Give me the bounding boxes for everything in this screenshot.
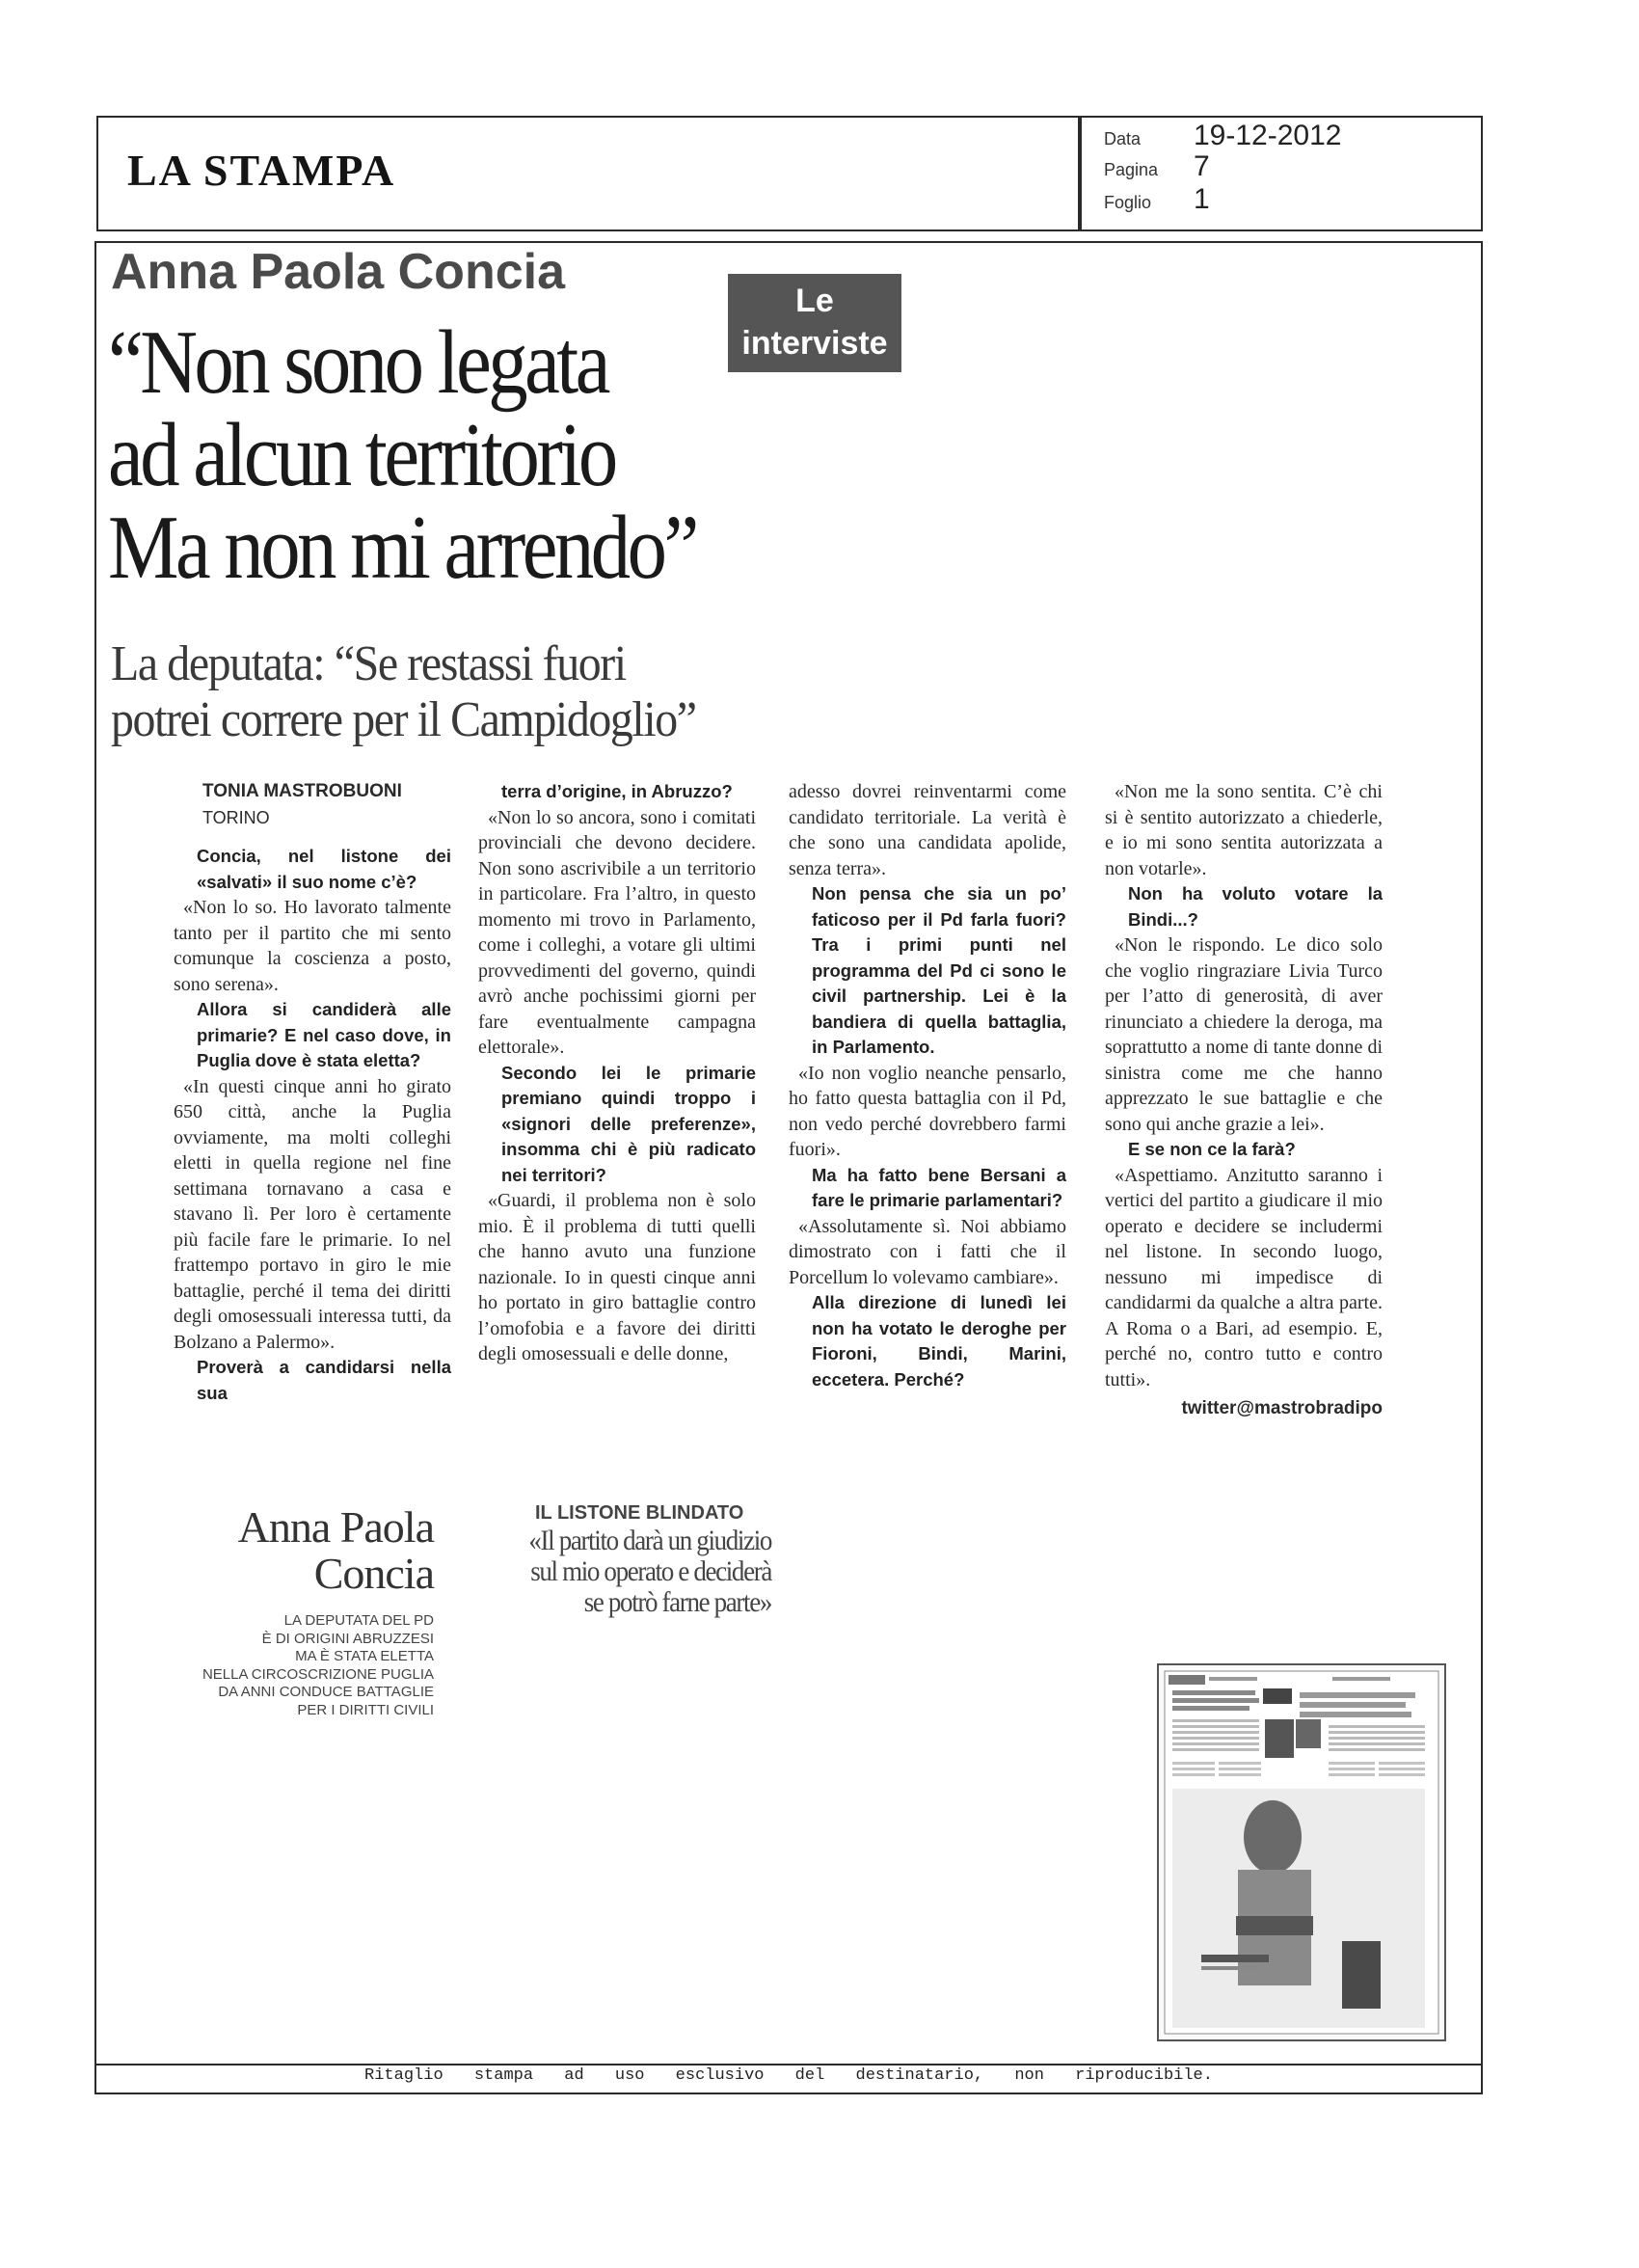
caption-line: È DI ORIGINI ABRUZZESI — [261, 1630, 434, 1647]
question: Ma ha fatto bene Bersani a fare le primarie parlamentari? — [812, 1164, 1066, 1210]
thumbnail-graphic — [1159, 1665, 1444, 2039]
question: Non ha voluto votare la Bindi...? — [1128, 883, 1383, 930]
answer: «Non lo so. Ho lavorato talmente tanto per il partito che mi sento comunque la coscienza a posto, sono serena». — [174, 897, 451, 995]
caption-line: MA È STATA ELETTA — [295, 1648, 434, 1664]
footer-divider — [94, 2064, 1483, 2066]
date-value: 19-12-2012 — [1194, 120, 1342, 151]
answer: «Non me la sono sentita. C’è chi si è sentito autorizzato a chiederle, e io mi sono sentita autorizzata a non votarle». — [1105, 781, 1383, 879]
caption-line: PER I DIRITTI CIVILI — [297, 1701, 434, 1718]
pullquote-label: IL LISTONE BLINDATO — [535, 1502, 744, 1524]
answer-continued: adesso dovrei reinventarmi come candidato territoriale. La verità è che sono una candidata apolide, senza terra». — [789, 781, 1066, 879]
section-badge — [728, 274, 901, 372]
pullquote-line: «Il partito darà un giudizio — [528, 1525, 771, 1556]
question: Alla direzione di lunedì lei non ha votato le deroghe per Fioroni, Bindi, Marini, eccetera. Perché? — [812, 1292, 1066, 1390]
answer: «In questi cinque anni ho girato 650 città, anche la Puglia ovviamente, ma molti colleghi eletti in quella regione nel fine settimana tornavano a casa e stavano lì. Per loro è certamente più facile fare le primarie. Io nel frattempo portavo in giro le mie battaglie, perché il tema dei diritti degli omosessuali interessa tutti, da Bolzano a Palermo». — [174, 1075, 451, 1353]
badge-line: Le — [795, 283, 834, 319]
question: Secondo lei le primarie premiano quindi troppo i «signori delle preferenze», insomma chi è più radicato nei territori? — [501, 1062, 756, 1185]
caption-line: DA ANNI CONDUCE BATTAGLIE — [218, 1684, 434, 1700]
profile-caption — [145, 1612, 434, 1719]
author-signature: twitter@mastrobradipo — [1181, 1398, 1383, 1418]
page-thumbnail — [1157, 1663, 1446, 2041]
headline-line: “Non sono legata — [108, 312, 607, 413]
dateline-city: TORINO — [202, 807, 270, 827]
answer: «Assolutamente sì. Noi abbiamo dimostrato con i fatti che il Porcellum lo volevamo cambiare». — [789, 1215, 1066, 1288]
article-column-3 — [789, 779, 1066, 1392]
answer: «Io non voglio neanche pensarlo, ho fatto questa battaglia con il Pd, non vedo perché dovrebbero farmi fuori». — [789, 1062, 1066, 1160]
clipping-disclaimer: Ritaglio stampa ad uso esclusivo del destinatario, non riproducibile. — [364, 2066, 1213, 2085]
answer: «Aspettiamo. Anzitutto saranno i vertici del partito a giudicare il mio operato e decidere se includermi nel listone. In secondo luogo, nessuno mi impedisce di candidarmi da qualche a altra parte. A Roma o a Bari, ad esempio. E, perché no, contro tutto e contro tutti». — [1105, 1164, 1383, 1390]
badge-line: interviste — [741, 325, 888, 362]
pullquote-line: sul mio operato e deciderà — [530, 1555, 771, 1587]
answer: «Guardi, il problema non è solo mio. È il problema di tutti quelli che hanno avuto una funzione nazionale. Io in questi cinque anni ho portato in giro battaglie contro l’omofobia e a favore dei diritti degli omosessuali e delle donne, — [478, 1190, 756, 1364]
page-value: 7 — [1194, 150, 1210, 182]
sheet-label: Foglio — [1104, 193, 1152, 212]
answer: «Non lo so ancora, sono i comitati provinciali che devono decidere. Non sono ascrivibile a un territorio in particolare. Fra l’altro, in questo momento mi trovo in Parlamento, come i colleghi, a votare gli ultimi provvedimenti del governo, quindi avrò anche pochissimi giorni per fare eventualmente campagna elettorale». — [478, 806, 756, 1058]
caption-line: NELLA CIRCOSCRIZIONE PUGLIA — [202, 1665, 434, 1683]
subheadline — [111, 636, 785, 748]
headline-line: ad alcun territorio — [108, 405, 615, 505]
profile-name — [145, 1504, 434, 1597]
question: E se non ce la farà? — [1128, 1139, 1296, 1159]
page-label: Pagina — [1104, 160, 1159, 179]
byline: TONIA MASTROBUONI — [202, 781, 402, 801]
subhead-line: La deputata: “Se restassi fuori — [111, 636, 626, 691]
answer: «Non le rispondo. Le dico solo che voglio ringraziare Livia Turco per l’atto di generosità, di aver rinunciato a chiedere la deroga, ma soprattutto a nome di tante donne di sinistra come me che hanno apprezzato le sue battaglie e che sono qui anche grazie a lei». — [1105, 934, 1383, 1135]
article-column-2 — [478, 779, 756, 1367]
caption-line: LA DEPUTATA DEL PD — [283, 1612, 434, 1629]
pullquote-line: se potrò farne parte» — [583, 1586, 771, 1618]
question: terra d’origine, in Abruzzo? — [501, 781, 733, 801]
headline — [108, 312, 702, 598]
date-label: Data — [1104, 129, 1142, 148]
subhead-line: potrei correre per il Campidoglio” — [111, 692, 696, 747]
question: Allora si candiderà alle primarie? E nel caso dove, in Puglia dove è stata eletta? — [197, 999, 451, 1070]
sheet-value: 1 — [1194, 183, 1210, 215]
article-column-4 — [1105, 779, 1383, 1422]
profile-name-line: Concia — [313, 1549, 434, 1598]
profile-name-line: Anna Paola — [237, 1502, 434, 1552]
question: Concia, nel listone dei «salvati» il suo nome c’è? — [197, 846, 451, 892]
pullquote-text — [511, 1526, 771, 1618]
headline-line: Ma non mi arrendo” — [108, 498, 696, 598]
article-column-1 — [174, 779, 451, 1406]
question: Non pensa che sia un po’ faticoso per il Pd farla fuori? Tra i primi punti nel programma del Pd ci sono le civil partnership. Lei è la bandiera di quella battaglia, in Parlamento. — [812, 883, 1066, 1057]
article-kicker: Anna Paola Concia — [111, 244, 565, 300]
question: Proverà a candidarsi nella sua — [197, 1357, 451, 1403]
newspaper-name: LA STAMPA — [127, 146, 396, 195]
